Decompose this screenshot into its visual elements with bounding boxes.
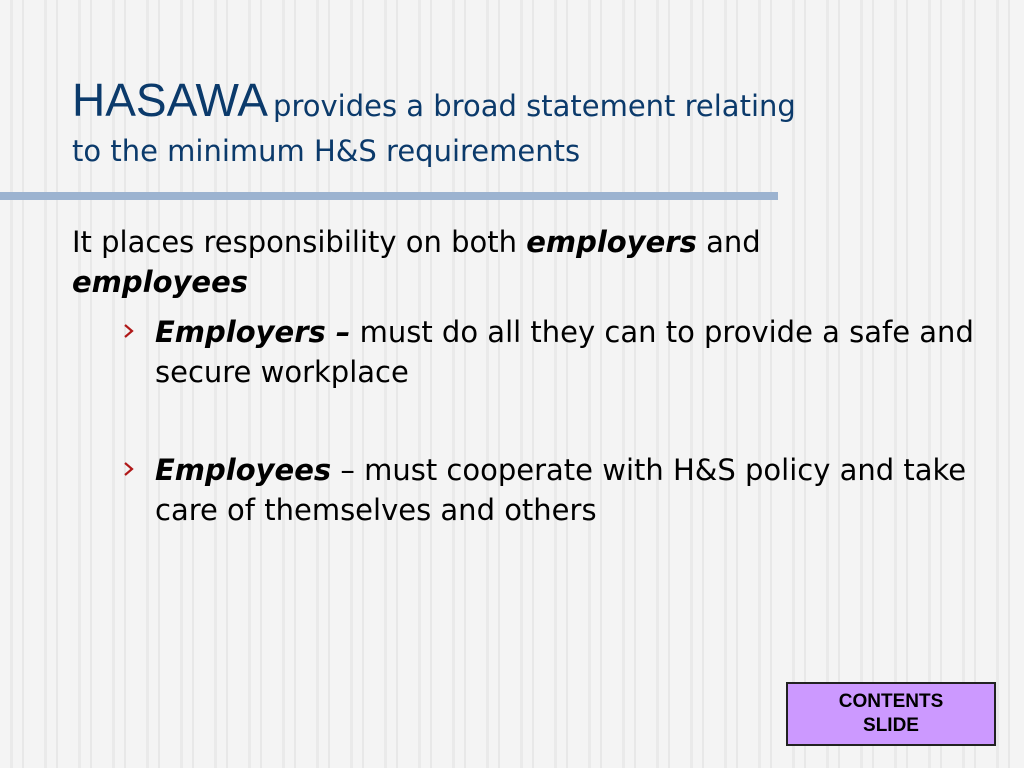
contents-button-line1: CONTENTS — [838, 691, 944, 712]
title-main: HASAWA — [72, 74, 268, 126]
intro-paragraph — [72, 222, 972, 302]
bullet-list — [122, 312, 982, 588]
contents-slide-button[interactable] — [786, 682, 996, 746]
slide-title — [72, 74, 972, 171]
title-underline — [0, 192, 778, 200]
contents-button-line2: SLIDE — [863, 715, 919, 736]
intro-emph-employees: employees — [72, 265, 249, 299]
bullet-employers-emph: Employers – — [155, 315, 351, 349]
title-sub-line1: provides a broad statement relating — [273, 89, 796, 123]
bullet-employees-text: – must cooperate with H&S policy and take care of themselves and others — [155, 453, 967, 527]
bullet-employees — [122, 450, 982, 530]
chevron-right-icon — [122, 322, 136, 340]
bullet-employees-emph: Employees — [155, 453, 332, 487]
bullet-employers-text: must do all they can to provide a safe and secure workplace — [155, 315, 974, 389]
intro-emph-employers: employers — [526, 225, 697, 259]
chevron-right-icon — [122, 460, 136, 478]
title-sub-line2: to the minimum H&S requirements — [72, 134, 581, 168]
bullet-employers — [122, 312, 982, 392]
intro-middle: and — [696, 225, 761, 259]
intro-prefix: It places responsibility on both — [72, 225, 527, 259]
